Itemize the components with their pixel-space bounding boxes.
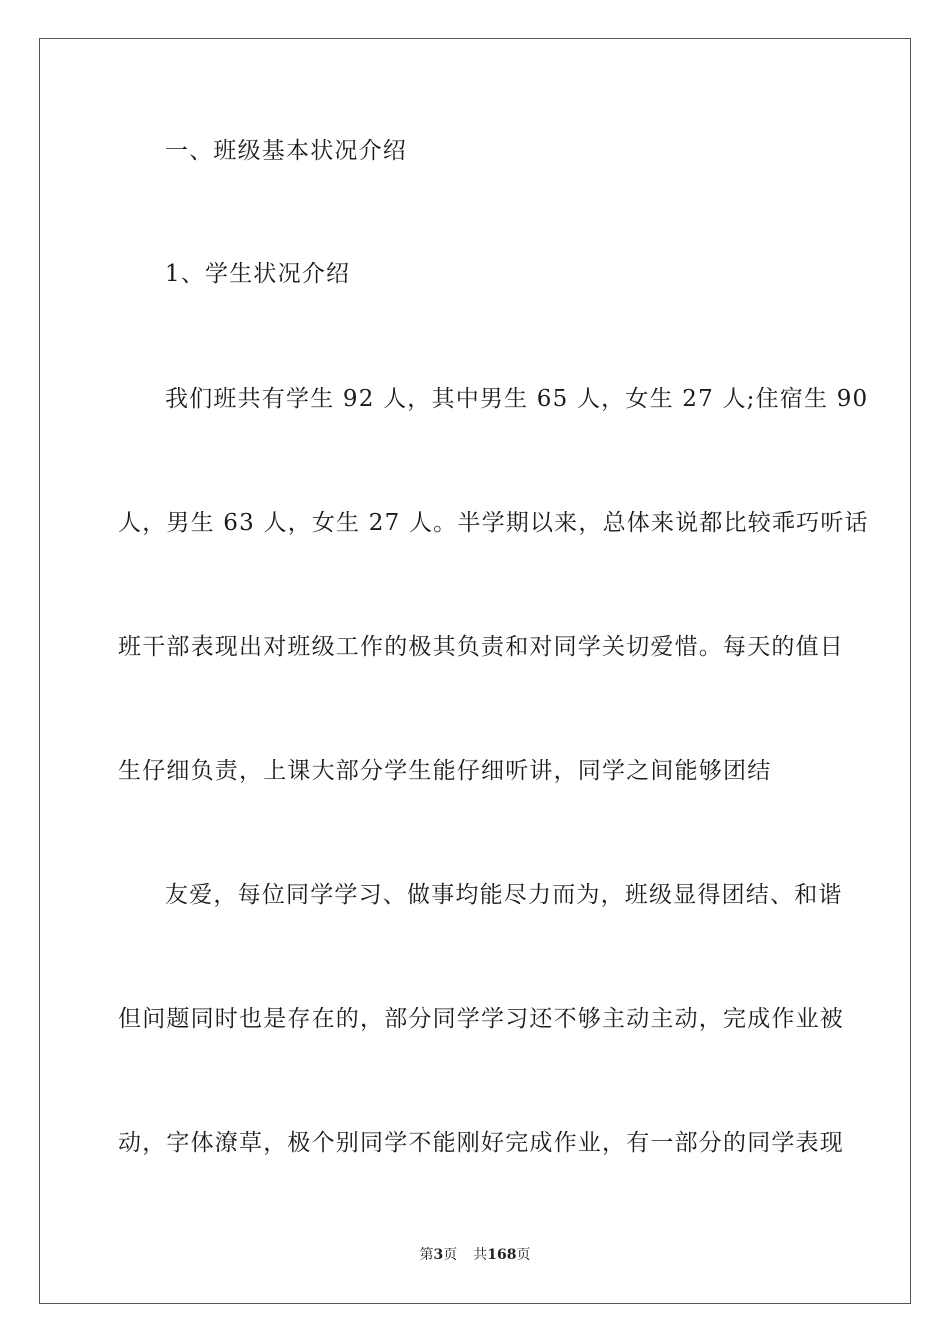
page-suffix: 页 [443, 1247, 458, 1263]
total-prefix: 共 [473, 1247, 488, 1263]
paragraph-2-line-1: 友爱，每位同学学习、做事均能尽力而为，班级显得团结、和谐 [165, 882, 843, 908]
paragraph-2-line-2: 但问题同时也是存在的，部分同学学习还不够主动主动，完成作业被 [118, 1006, 844, 1032]
paragraph-1-line-3: 班干部表现出对班级工作的极其负责和对同学关切爱惜。每天的值日 [118, 634, 844, 660]
page-number: 3 [433, 1247, 444, 1263]
paragraph-1-line-2: 人，男生 63 人，女生 27 人。半学期以来，总体来说都比较乖巧听话 [118, 510, 869, 536]
total-suffix: 页 [516, 1247, 531, 1263]
page-footer [0, 1246, 950, 1264]
paragraph-1-line-4: 生仔细负责，上课大部分学生能仔细听讲，同学之间能够团结 [118, 758, 772, 784]
section-heading: 一、班级基本状况介绍 [165, 138, 407, 164]
paragraph-1-line-1: 我们班共有学生 92 人，其中男生 65 人，女生 27 人;住宿生 90 [165, 386, 869, 412]
paragraph-2-line-3: 动，字体潦草，极个别同学不能刚好完成作业，有一部分的同学表现 [118, 1130, 844, 1156]
subsection-heading: 1、学生状况介绍 [165, 261, 351, 287]
total-pages: 168 [487, 1247, 517, 1263]
page-prefix: 第 [419, 1247, 434, 1263]
page-border [39, 38, 911, 1304]
